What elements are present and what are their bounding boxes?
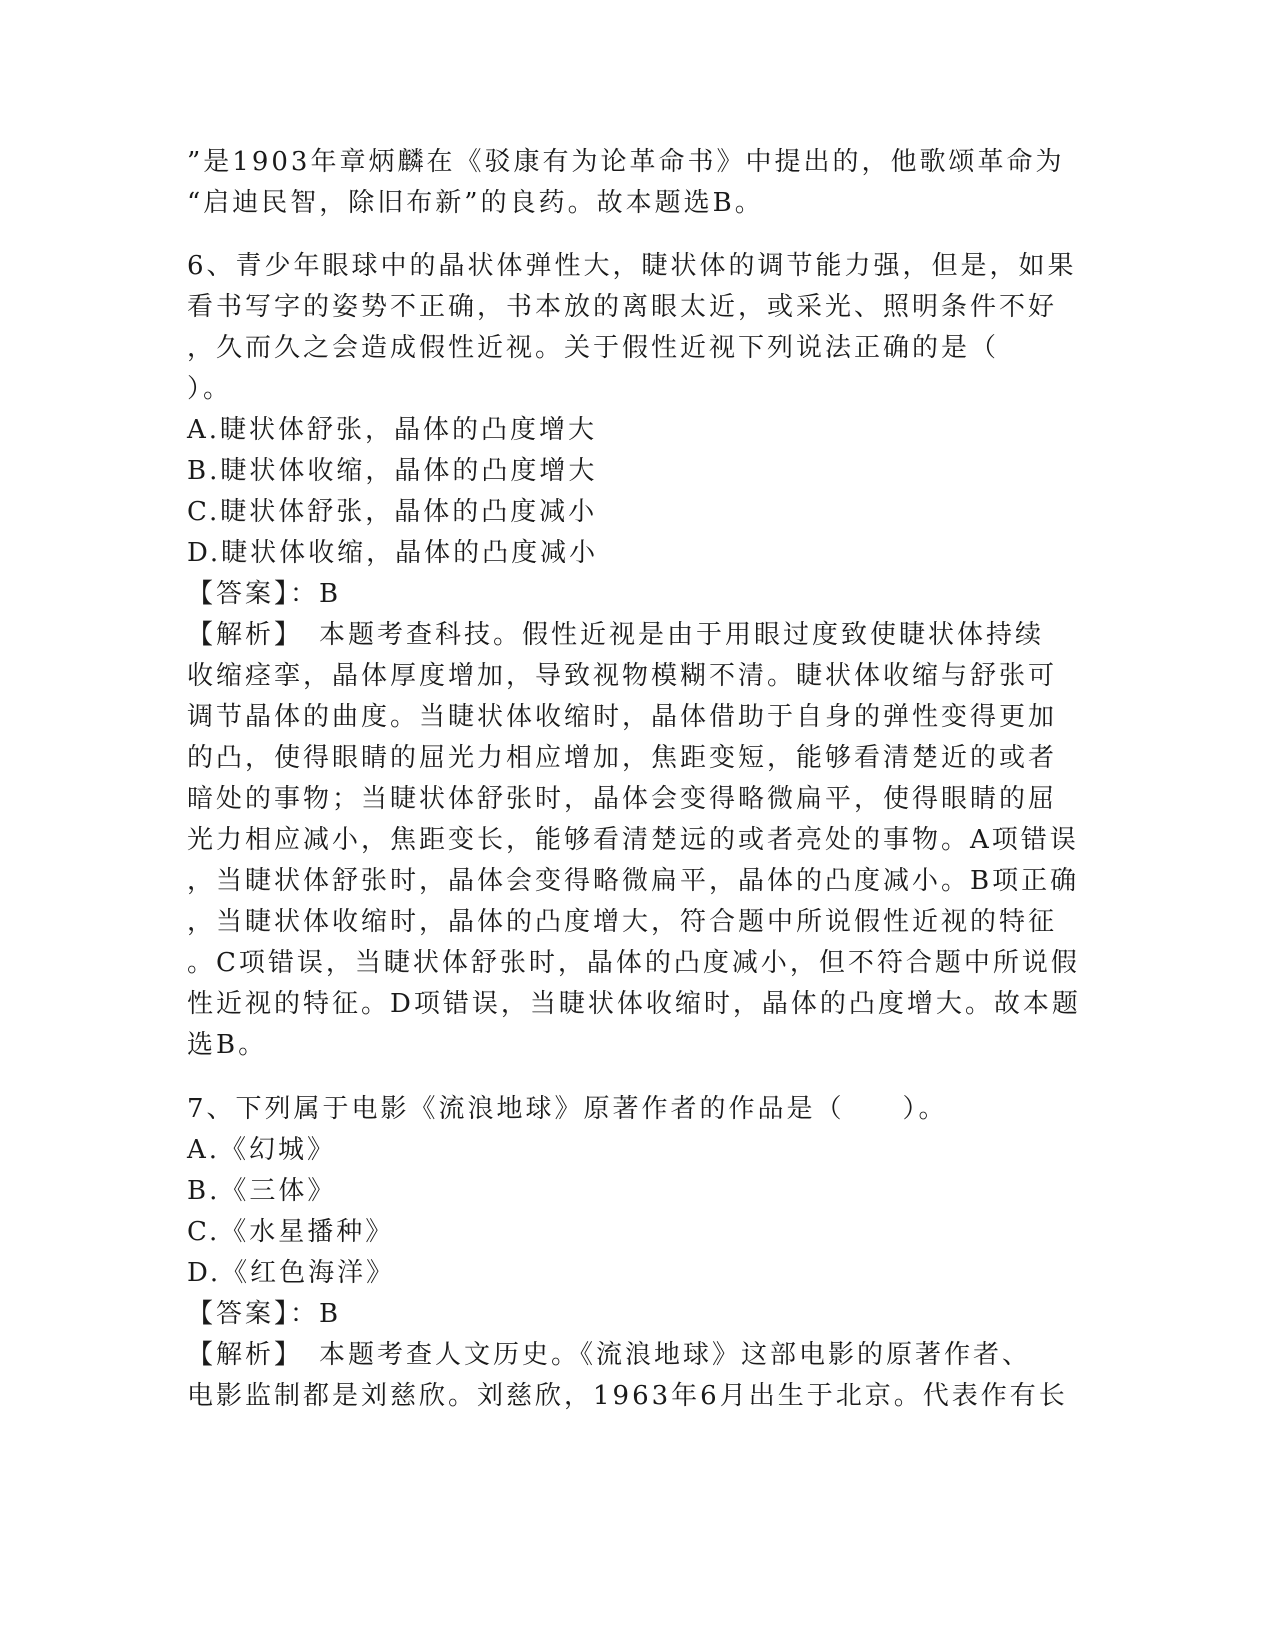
q6-stem-line-2: 看书写字的姿势不正确，书本放的离眼太近，或采光、照明条件不好: [187, 292, 1058, 322]
q6-option-b: B.睫状体收缩，晶体的凸度增大: [187, 456, 598, 486]
q5-analysis-line-2: “启迪民智，除旧布新”的良药。故本题选B。: [187, 188, 764, 218]
q6-analysis-line-3: 调节晶体的曲度。当睫状体收缩时，晶体借助于自身的弹性变得更加: [187, 702, 1058, 732]
q6-analysis-line-6: 光力相应减小，焦距变长，能够看清楚远的或者亮处的事物。A项错误: [187, 825, 1079, 855]
q7-analysis-line-1: 【解析】 本题考查人文历史。《流浪地球》这部电影的原著作者、: [187, 1340, 1032, 1370]
q6-analysis-line-11: 选B。: [187, 1030, 268, 1060]
q7-option-c: C.《水星播种》: [187, 1217, 395, 1247]
q6-analysis-line-9: 。C项错误，当睫状体舒张时，晶体的凸度减小，但不符合题中所说假: [187, 948, 1080, 978]
q6-option-d: D.睫状体收缩，晶体的凸度减小: [187, 538, 599, 568]
q6-answer: 【答案】：B: [187, 579, 342, 609]
q7-stem: 7、下列属于电影《流浪地球》原著作者的作品是（ ）。: [187, 1094, 948, 1124]
q7-analysis-line-2: 电影监制都是刘慈欣。刘慈欣，1963年6月出生于北京。代表作有长: [187, 1381, 1068, 1411]
q6-stem-line-3: ，久而久之会造成假性近视。关于假性近视下列说法正确的是（: [187, 333, 1000, 363]
q6-stem-line-4: ）。: [187, 374, 233, 404]
q6-analysis-line-4: 的凸，使得眼睛的屈光力相应增加，焦距变短，能够看清楚近的或者: [187, 743, 1058, 773]
q6-analysis-line-1: 【解析】 本题考查科技。假性近视是由于用眼过度致使睫状体持续: [187, 620, 1045, 650]
q6-option-a: A.睫状体舒张，晶体的凸度增大: [187, 415, 598, 445]
q7-option-d: D.《红色海洋》: [187, 1258, 396, 1288]
q6-analysis-line-10: 性近视的特征。D项错误，当睫状体收缩时，晶体的凸度增大。故本题: [187, 989, 1081, 1019]
q6-analysis-line-2: 收缩痉挛，晶体厚度增加，导致视物模糊不清。睫状体收缩与舒张可: [187, 661, 1058, 691]
q7-option-b: B.《三体》: [187, 1176, 337, 1206]
q5-analysis-line-1: ”是1903年章炳麟在《驳康有为论革命书》中提出的，他歌颂革命为: [187, 147, 1065, 177]
q7-option-a: A.《幻城》: [187, 1135, 337, 1165]
q6-analysis-line-5: 暗处的事物；当睫状体舒张时，晶体会变得略微扁平，使得眼睛的屈: [187, 784, 1058, 814]
q6-analysis-line-7: ，当睫状体舒张时，晶体会变得略微扁平，晶体的凸度减小。B项正确: [187, 866, 1080, 896]
q6-analysis-line-8: ，当睫状体收缩时，晶体的凸度增大，符合题中所说假性近视的特征: [187, 907, 1058, 937]
q7-answer: 【答案】：B: [187, 1299, 342, 1329]
q6-option-c: C.睫状体舒张，晶体的凸度减小: [187, 497, 598, 527]
q6-stem-line-1: 6、青少年眼球中的晶状体弹性大，睫状体的调节能力强，但是，如果: [187, 251, 1077, 281]
